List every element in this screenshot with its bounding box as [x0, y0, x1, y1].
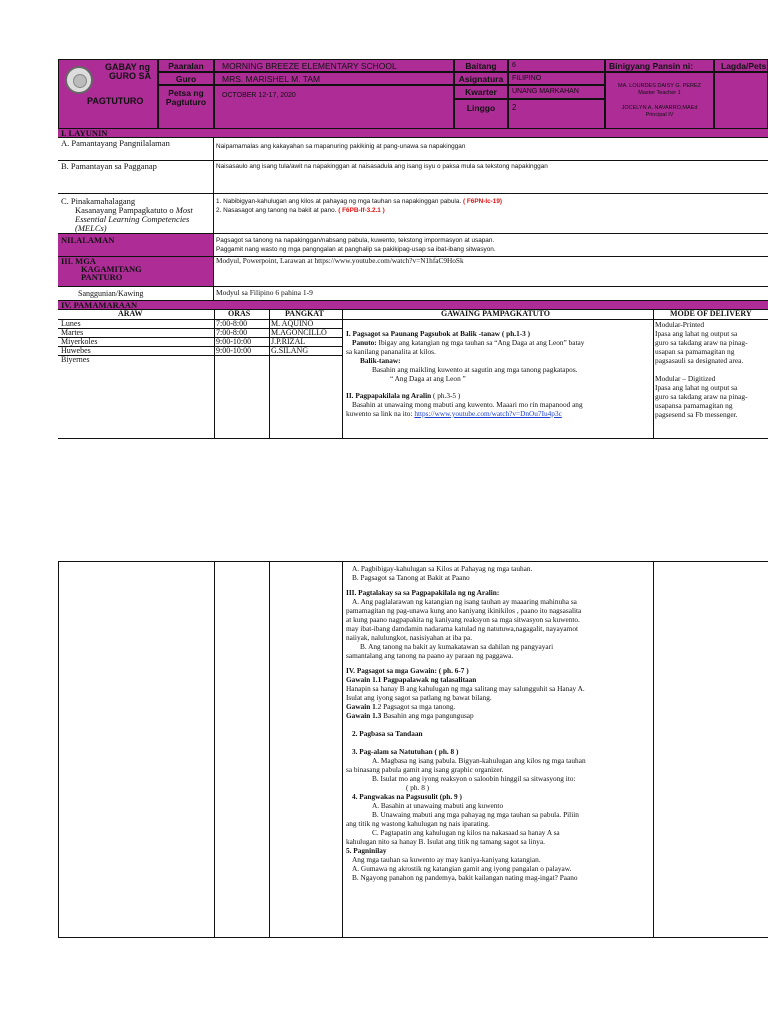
- g2-p7a: A. Basahin at unawaing mabuti ang kuwento: [372, 801, 504, 810]
- guro-label: Guro: [158, 72, 214, 85]
- g2-g13-label: Gawain 1.3: [346, 711, 382, 720]
- nilalaman-value: [214, 234, 768, 256]
- g2-p7e: kahulugan nito sa hanay B. Isulat ang titik ng tamang sagot sa linya.: [346, 837, 546, 846]
- melc-code-1: ( F6PN-Ic-19): [462, 198, 503, 205]
- gawain-block-2: [346, 564, 651, 882]
- row-c-label-3: Essential Learning Competencies: [75, 214, 190, 224]
- panuto-text-2: sa kanilang pananalita at kilos.: [346, 347, 436, 356]
- linggo-label: Linggo: [454, 99, 508, 129]
- lesson-plan-page-1: [58, 59, 768, 439]
- g2-h8: 5. Pagninilay: [346, 846, 387, 855]
- group-1: M. AQUINO: [271, 319, 314, 328]
- day-miyerkoles: Miyerkoles: [61, 337, 98, 346]
- g2-g11: Gawain 1.1 Pagpapalawak ng talasalitaan: [346, 675, 477, 684]
- gawain-h1: I. Pagsagot sa Paunang Pagsubok at Balik -tanaw ( ph.1-3 ): [346, 329, 531, 338]
- pansin-role-1: Master Teacher 1: [638, 89, 681, 96]
- g2-p8b: A. Gumawa ng akrostik ng katangian gamit ang iyong pangalan o palayaw.: [352, 864, 572, 873]
- g2-p8c: B. Ngayong panahon ng pandemya, bakit kailangan nating mag-ingat? Paano: [352, 873, 578, 882]
- row-c-label-2-italic: Most: [175, 205, 193, 215]
- day-lunes: Lunes: [61, 319, 81, 328]
- g2-g11a: Hanapin sa hanay B ang kahulugan ng mga salitang may salungguhit sa Hanay A.: [346, 684, 585, 693]
- schedule-table: [58, 310, 768, 439]
- g2-g13-text: Basahin ang mga pangungusap: [381, 711, 474, 720]
- title-line-3: PAGTUTURO: [87, 96, 144, 106]
- row-c-label-4: (MELCs): [75, 223, 107, 233]
- g2-p7d: C. Pagtapatin ang kahulugan ng kilos na nakasaad sa hanay A sa: [372, 828, 560, 837]
- kagamitan-label-2: KAGAMITANG: [81, 264, 142, 274]
- deped-seal-icon: [65, 66, 93, 94]
- nilalaman-line-2: Paggamit nang wasto ng mga pangngalan at panghalip sa pakikipag-usap sa ibat-ibang sitwasyon.: [216, 246, 496, 253]
- mode-2-text-2: guro sa takdang araw na pinag-: [655, 392, 748, 401]
- sanggunian-label: Sanggunian/Kawing: [58, 287, 214, 300]
- balik-tanaw-label: Balik-tanaw:: [360, 356, 401, 365]
- nilalaman-line-1: Pagsagot sa tanong na napakinggan/nabsang pabula, kuwento, tekstong impormasyon at usapan.: [216, 237, 495, 244]
- asignatura-value: FILIPINO: [508, 72, 605, 85]
- row-a-value: Naipamamalas ang kakayahan sa mapanuring pakikinig at pang-unawa sa napakinggan: [216, 143, 466, 150]
- time-2: 7:00-8:00: [216, 328, 248, 337]
- section-layunin: I. LAYUNIN: [58, 129, 768, 138]
- col-mode: MODE OF DELIVERY: [670, 309, 752, 318]
- melc-code-2: ( F6PB-If-3.2.1 ): [338, 207, 385, 214]
- mode-1-text-1: Ipasa ang lahat ng output sa: [655, 329, 738, 338]
- kagamitan-label-3: PANTURO: [81, 272, 123, 282]
- row-nilalaman: [58, 234, 768, 257]
- row-kagamitan: [58, 257, 768, 287]
- mode-1-text-2: guro sa takdang araw na pinag-: [655, 338, 748, 347]
- g2-p3c: at kung paano nagpapakita ng kaniyang reaksyon sa mga sitwasyon sa kuwento.: [346, 615, 580, 624]
- lesson-plan-page-2: [58, 561, 768, 938]
- group-3: J.P.RIZAL: [271, 337, 306, 346]
- row-melcs: [58, 194, 768, 234]
- col-pangkat: PANGKAT: [285, 309, 324, 318]
- balik-tanaw-title: “ Ang Daga at ang Leon ”: [390, 374, 466, 383]
- mode-2: Modular – Digitized: [655, 374, 716, 383]
- g2-p6d: ( ph. 8 ): [406, 783, 430, 792]
- linggo-value: 2: [508, 99, 605, 129]
- gawain-h2-text: Basahin at unawaing mong mabuti ang kuwento. Maaari mo rin mapanood ang: [352, 400, 583, 409]
- g2-p6a: A. Magbasa ng isang pabula. Bigyan-kahulugan ang kilos ng mga tauhan: [372, 756, 586, 765]
- panuto-text: Ibigay ang katangian ng mga tauhan sa “Ang Daga at ang Leon” batay: [376, 338, 585, 347]
- time-4: 9:00-10:00: [216, 346, 252, 355]
- group-4: G.SILANG: [271, 346, 309, 355]
- panuto-label: Panuto:: [352, 338, 377, 347]
- mode-1: Modular-Printed: [655, 320, 705, 329]
- row-c-label-1: C. Pinakamahalagang: [61, 196, 136, 206]
- mode-block: [655, 320, 768, 419]
- kagamitan-label: [58, 257, 214, 286]
- row-c-value: [214, 194, 768, 233]
- video-link[interactable]: https://www.youtube.com/watch?v=DnOu7Iu4p3c: [414, 409, 562, 418]
- g2-p8a: Ang mga tauhan sa kuwento ay may kaniya-kaniyang katangian.: [352, 855, 541, 864]
- row-b-label: B. Pamantayan sa Pagganap: [58, 161, 214, 193]
- baitang-value: 6: [508, 59, 605, 72]
- baitang-label: Baitang: [454, 59, 508, 72]
- mode-1-text-3: usapan sa pamamagitan ng: [655, 347, 735, 356]
- g2-p6b: sa binasang pabula gamit ang isang graphic organizer.: [346, 765, 504, 774]
- row-c-label: [58, 194, 214, 233]
- pansin-label: Binigyang Pansin ni:: [605, 59, 714, 72]
- g2-h7: 4. Pangwakas na Pagsusulit (ph. 9 ): [352, 792, 462, 801]
- col-gawain: GAWAING PAMPAGKATUTO: [441, 309, 550, 318]
- row-c-label-2: Kasanayang Pampagkatuto o: [75, 205, 174, 215]
- kwarter-value: UNANG MARKAHAN: [508, 85, 605, 99]
- paaralan-label: Paaralan: [158, 59, 214, 72]
- mode-2-text-1: Ipasa ang lahat ng output sa: [655, 383, 738, 392]
- g2-p7b: B. Unawaing mabuti ang mga pahayag ng mga tauhan sa pabula. Piliin: [372, 810, 579, 819]
- g2-p3g: samantalang ang tanong na paano ay paraan ng paggawa.: [346, 651, 514, 660]
- group-2: M.AGONCILLO: [271, 328, 327, 337]
- asignatura-label: Asignatura: [454, 72, 508, 85]
- balik-tanaw-text: Basahin ang maikling kuwento at sagutin ang mga tanong pagkatapos.: [372, 365, 578, 374]
- gawain-block-1: [346, 329, 651, 418]
- guro-value: MRS. MARISHEL M. TAM: [214, 72, 454, 85]
- g2-h6: 3. Pag-alam sa Natutuhan ( ph. 8 ): [352, 747, 459, 756]
- gawain-h2-pages: ( ph.3-5 ): [431, 391, 461, 400]
- g2-g12-label: Gawain 1: [346, 702, 376, 711]
- row-sanggunian: [58, 287, 768, 301]
- petsa-value: OCTOBER 12-17, 2020: [214, 85, 454, 129]
- g2-p3f: B. Ang tanong na bakit ay kumakatawan sa dahilan ng pangyayari: [360, 642, 554, 651]
- nilalaman-label: NILALAMAN: [58, 234, 214, 256]
- title-block: [58, 59, 158, 129]
- g2-p3b: pamamagitan ng pag-unawa kung ano kaniyang ikinikilos , paano ito nagsasalita: [346, 606, 582, 615]
- g2-p7c: ang titik ng wastong kahulugan ng nais iparating.: [346, 819, 490, 828]
- g2-g11b: Isulat ang iyong sagot sa patlang ng bawat bilang.: [346, 693, 492, 702]
- g2-p3e: naiiyak, nalulungkot, nasisiyahan at iba pa.: [346, 633, 473, 642]
- title-line-1: GABAY ng: [105, 62, 151, 72]
- day-biyernes: Biyernes: [61, 355, 90, 364]
- melc-item-2: 2. Nasasagot ang tanong na bakit at pano.: [216, 207, 337, 214]
- g2-h3: III. Pagtalakay sa sa Pagpapakilala ng ng Aralin:: [346, 588, 500, 597]
- col-oras: ORAS: [228, 309, 251, 318]
- g2-h4: IV. Pagsagot sa mga Gawain: ( ph. 6-7 ): [346, 666, 469, 675]
- time-3: 9:00-10:00: [216, 337, 252, 346]
- g2-p3d: may ibat-ibang damdamin nadarama katulad ng natutuwa,nagagalit, nayayamot: [346, 624, 579, 633]
- g2-line-a: A. Pagbibigay-kahulugan sa Kilos at Pahayag ng mga tauhan.: [352, 564, 533, 573]
- g2-h5: 2. Pagbasa sa Tandaan: [352, 729, 423, 738]
- pansin-name-1: MA. LOURDES DAISY G. PEREZ: [617, 83, 702, 89]
- mode-2-text-3: usapansa pamamagitan ng: [655, 401, 733, 410]
- kwarter-label: Kwarter: [454, 85, 508, 99]
- petsa-label: Petsa ng Pagtuturo: [158, 85, 214, 129]
- g2-line-b: B. Pagsagot sa Tanong at Bakit at Paano: [352, 573, 470, 582]
- time-1: 7:00-8:00: [216, 319, 248, 328]
- lagda-label: Lagda/Pets: [714, 59, 768, 72]
- title-line-2: GURO SA: [109, 71, 152, 81]
- paaralan-value: MORNING BREEZE ELEMENTARY SCHOOL: [214, 59, 454, 72]
- pansin-names: [605, 72, 714, 129]
- day-huwebes: Huwebes: [61, 346, 91, 355]
- melc-item-1: 1. Nabibigyan-kahulugan ang kilos at pahayag ng mga tauhan sa napakinggan pabula.: [216, 198, 462, 205]
- section-pamamaraan: IV. PAMAMARAAN: [58, 301, 768, 310]
- g2-p3a: A. Ang paglalarawan ng katangian ng isang tauhan ay maaaring mahinuha sa: [352, 597, 577, 606]
- row-pamantayang-pangnilalaman: [58, 138, 768, 161]
- lagda-cell: [714, 72, 768, 129]
- gawain-h2-text-2: kuwento sa link na ito:: [346, 409, 415, 418]
- mode-1-text-4: pagsasauli sa designated area.: [655, 356, 744, 365]
- row-pamantayan-sa-pagganap: [58, 161, 768, 194]
- kagamitan-value: Modyul, Powerpoint, Larawan at https://www.youtube.com/watch?v=N1hfaC9HoSk: [216, 256, 464, 265]
- kagamitan-label-1: III. MGA: [61, 256, 96, 266]
- sanggunian-value: Modyul sa Filipino 6 pahina 1-9: [216, 288, 313, 297]
- gawain-h2: II. Pagpapakilala ng Aralin: [346, 391, 432, 400]
- pansin-role-2: Principal IV: [645, 111, 674, 118]
- mode-2-text-4: pagsesend sa Fb messenger.: [655, 410, 738, 419]
- row-a-label: A. Pamantayang Pangnilalaman: [58, 138, 214, 160]
- col-araw: ARAW: [118, 309, 143, 318]
- g2-p6c: B. Isulat mo ang iyong reaksyon o saloobin hinggil sa sitwasyong ito:: [372, 774, 576, 783]
- pansin-name-2: JOCELYN A. NAVARRO,MAEd: [621, 105, 698, 111]
- day-martes: Martes: [61, 328, 84, 337]
- g2-g12-text: .2 Pagsagot sa mga tanong.: [375, 702, 456, 711]
- row-b-value: Naisasaulo ang isang tula/awit na napakinggan at naisasadula ang isang isyu o paksa mula sa tekstong napakinggan: [216, 163, 548, 170]
